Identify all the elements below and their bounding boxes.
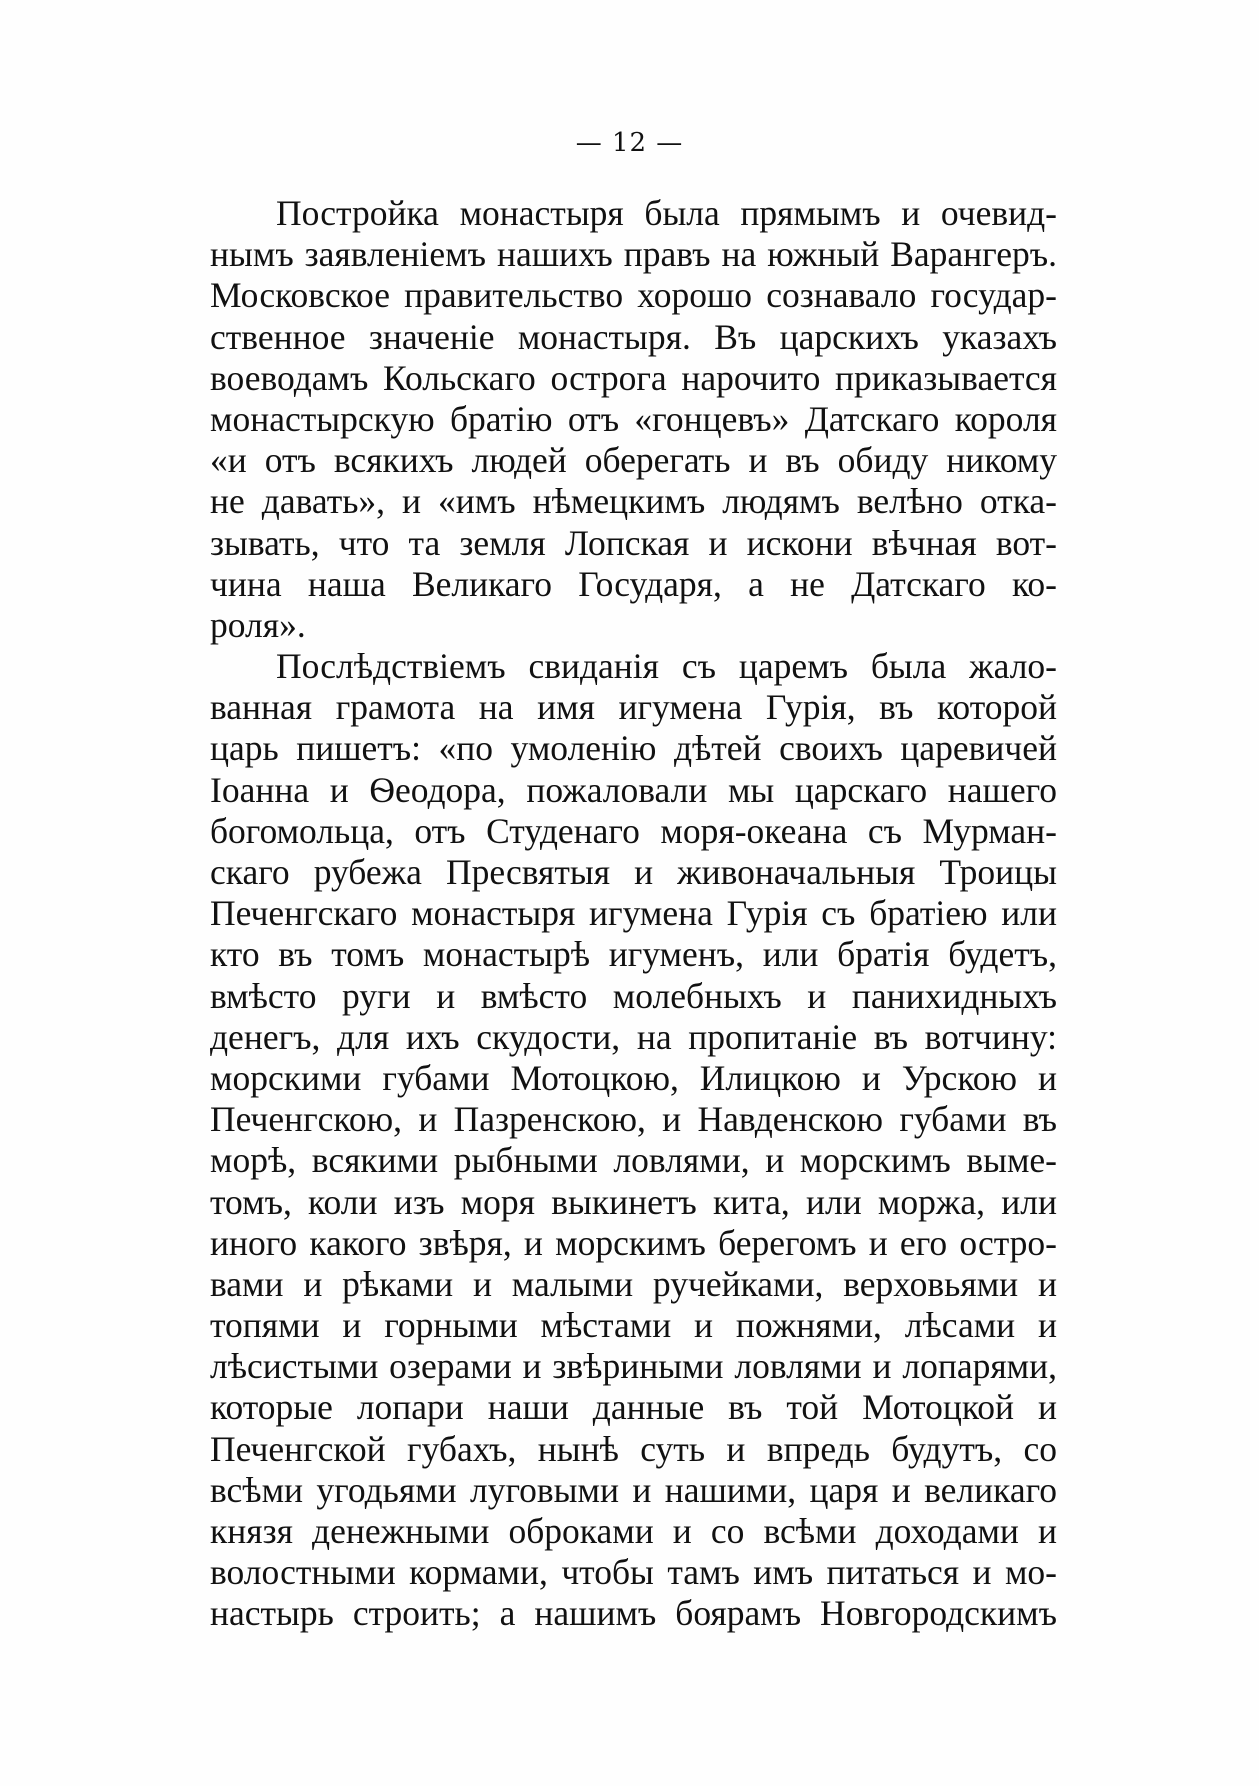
text-line: томъ, коли изъ моря выкинетъ кита, или моржа, или [210,1181,1057,1222]
page-number: — 12 — [575,128,684,158]
text-line: вами и рѣками и малыми ручейками, верховьями и [210,1263,1057,1304]
text-line: чина наша Великаго Государя, а не Датскаго ко- [210,563,1057,604]
text-line: ственное значеніе монастыря. Въ царскихъ указахъ [210,316,1057,357]
text-line: вмѣсто руги и вмѣсто молебныхъ и панихидныхъ [210,975,1057,1016]
text-line: Іоанна и Ѳеодора, пожаловали мы царскаго нашего [210,769,1057,810]
text-line: Московское правительство хорошо сознавало государ- [210,275,1057,316]
text-line: морѣ, всякими рыбными ловлями, и морскимъ выме- [210,1140,1057,1181]
text-line: царь пишетъ: «по умоленію дѣтей своихъ царевичей [210,728,1057,769]
text-line: нымъ заявленіемъ нашихъ правъ на южный Варангеръ. [210,234,1057,275]
text-line: зывать, что та земля Лопская и искони вѣчная вот- [210,522,1057,563]
text-line: настырь строить; а нашимъ боярамъ Новгородскимъ [210,1593,1057,1634]
text-line: Печенгскою, и Пазренскою, и Навденскою губами въ [210,1099,1057,1140]
text-line: Послѣдствіемъ свиданія съ царемъ была жало- [276,646,1057,687]
text-line: кто въ томъ монастырѣ игуменъ, или братія будетъ, [210,934,1057,975]
text-line: всѣми угодьями луговыми и нашими, царя и великаго [210,1469,1057,1510]
text-line: Постройка монастыря была прямымъ и очевид- [276,193,1057,233]
text-line: денегъ, для ихъ скудости, на пропитаніе въ вотчину: [210,1016,1057,1057]
text-line: монастырскую братію отъ «гонцевъ» Датскаго короля [210,398,1057,439]
text-line: которые лопари наши данные въ той Мотоцкой и [210,1387,1057,1428]
text-line: топями и горными мѣстами и пожнями, лѣсами и [210,1305,1057,1346]
text-line: «и отъ всякихъ людей оберегать и въ обиду никому [210,440,1057,481]
text-line: не давать», и «имъ нѣмецкимъ людямъ велѣно отка- [210,481,1057,522]
text-line: богомольца, отъ Студенаго моря-океана съ Мурман- [210,810,1057,851]
paragraph-2 [210,646,1057,1635]
body-text [210,193,1057,1635]
text-line: скаго рубежа Пресвятыя и живоначальныя Троицы [210,852,1057,892]
paragraph-1 [210,193,1057,646]
text-line: лѣсистыми озерами и звѣриными ловлями и лопарями, [210,1346,1057,1387]
text-line: Печенгскаго монастыря игумена Гурія съ братіею или [210,893,1057,934]
text-line: ванная грамота на имя игумена Гурія, въ которой [210,687,1057,728]
text-line: иного какого звѣря, и морскимъ берегомъ и его остро- [210,1222,1057,1263]
text-line: волостными кормами, чтобы тамъ имъ питаться и мо- [210,1552,1057,1593]
text-line: роля». [210,604,306,645]
text-line: Печенгской губахъ, нынѣ суть и впредь будутъ, со [210,1428,1057,1469]
text-line: воеводамъ Кольскаго острога нарочито приказывается [210,357,1057,398]
text-line: князя денежными оброками и со всѣми доходами и [210,1511,1057,1551]
text-line: морскими губами Мотоцкою, Илицкою и Урскою и [210,1057,1057,1098]
